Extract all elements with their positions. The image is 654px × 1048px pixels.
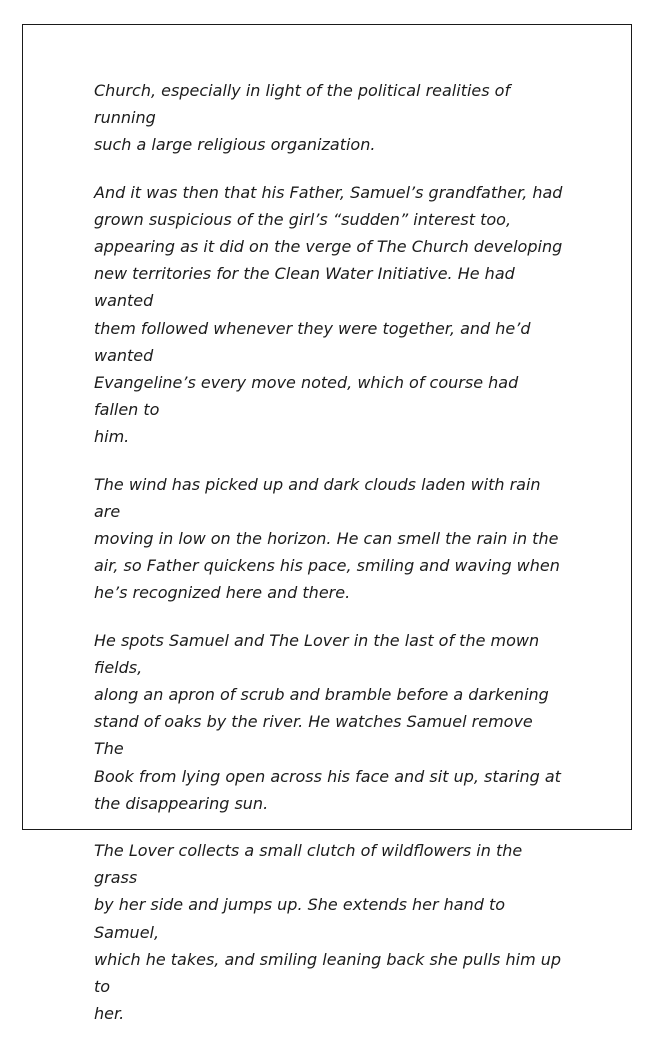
- paragraph-2: And it was then that his Father, Samuel’s grandfather, had grown suspicious of the girl’s “sudden” interest too, appearing as it did on the verge of The Church developing new territories for the Clean Water Initiative. He had wanted them followed whenever they were together, and he’d wanted Evangeline’s every move noted, which of course had fallen to him.: [94, 182, 563, 447]
- document-page: [22, 24, 632, 1024]
- page-body: [94, 77, 564, 1048]
- paragraph-1: Church, especially in light of the political realities of running such a large religious organization.: [94, 81, 511, 155]
- paragraph-3: The wind has picked up and dark clouds laden with rain are moving in low on the horizon. He can smell the rain in the air, so Father quickens his pace, smiling and waving when he’s recognized here and there.: [94, 474, 560, 603]
- paragraph-4: He spots Samuel and The Lover in the last of the mown fields, along an apron of scrub and bramble before a darkening stand of oaks by the river. He watches Samuel remove The Book from lying open across his face and sit up, staring at the disappearing sun.: [94, 630, 561, 813]
- paragraph-5: The Lover collects a small clutch of wildflowers in the grass by her side and jumps up. She extends her hand to Samuel, which he takes, and smiling leaning back she pulls him up to her.: [94, 841, 562, 1024]
